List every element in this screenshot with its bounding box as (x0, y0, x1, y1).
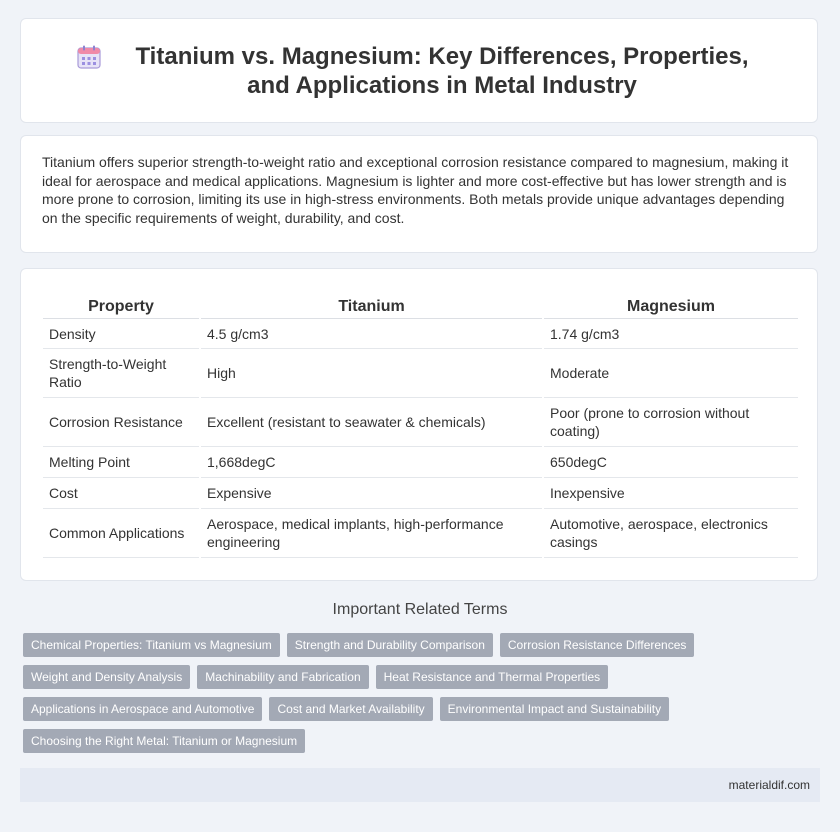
tag-choosing-metal[interactable]: Choosing the Right Metal: Titanium or Magnesium (23, 729, 305, 753)
related-terms-tags (23, 633, 723, 761)
cell-property: Melting Point (43, 447, 199, 478)
page-title: Titanium vs. Magnesium: Key Differences, Properties, and Applications in Metal Industry (135, 42, 749, 99)
tag-cost-market[interactable]: Cost and Market Availability (269, 697, 432, 721)
tag-row (23, 697, 723, 721)
cell-magnesium: Automotive, aerospace, electronics casings (544, 509, 798, 558)
cell-magnesium: 1.74 g/cm3 (544, 319, 798, 349)
table-row (43, 509, 798, 558)
cell-magnesium: Inexpensive (544, 478, 798, 509)
cell-titanium: Aerospace, medical implants, high-performance engineering (201, 509, 542, 558)
tag-row (23, 665, 723, 689)
comparison-table (41, 295, 800, 558)
tag-environmental-impact[interactable]: Environmental Impact and Sustainability (440, 697, 669, 721)
cell-titanium: 1,668degC (201, 447, 542, 478)
cell-titanium: 4.5 g/cm3 (201, 319, 542, 349)
table-row (43, 478, 798, 509)
table-row (43, 319, 798, 349)
table-row (43, 349, 798, 398)
calendar-icon (76, 44, 102, 70)
title-wrap (76, 42, 762, 100)
table-card (20, 268, 818, 581)
table-header-row (43, 295, 798, 319)
cell-titanium: Expensive (201, 478, 542, 509)
cell-property: Corrosion Resistance (43, 398, 199, 447)
footer (20, 768, 820, 802)
intro-card (20, 135, 818, 253)
tag-row (23, 729, 723, 753)
cell-magnesium: 650degC (544, 447, 798, 478)
tag-weight-density[interactable]: Weight and Density Analysis (23, 665, 190, 689)
tag-strength-durability[interactable]: Strength and Durability Comparison (287, 633, 493, 657)
cell-magnesium: Poor (prone to corrosion without coating) (544, 398, 798, 447)
header-property: Property (43, 295, 199, 319)
header-titanium: Titanium (201, 295, 542, 319)
table-row (43, 447, 798, 478)
table-row (43, 398, 798, 447)
related-terms-heading: Important Related Terms (332, 601, 508, 618)
tag-row (23, 633, 723, 657)
tag-corrosion-resistance[interactable]: Corrosion Resistance Differences (500, 633, 695, 657)
tag-chemical-properties[interactable]: Chemical Properties: Titanium vs Magnesium (23, 633, 280, 657)
cell-titanium: High (201, 349, 542, 398)
title-card (20, 18, 818, 123)
cell-property: Common Applications (43, 509, 199, 558)
cell-property: Density (43, 319, 199, 349)
footer-site-link[interactable]: materialdif.com (728, 778, 810, 792)
tag-heat-resistance[interactable]: Heat Resistance and Thermal Properties (376, 665, 609, 689)
header-magnesium: Magnesium (544, 295, 798, 319)
intro-paragraph: Titanium offers superior strength-to-weight ratio and exceptional corrosion resistance compared to magnesium, making it ideal for aerospace and medical applications. Magnesium is lighter and more cost-effective but has lower strength and is more prone to corrosion, limiting its use in high-stress environments. Both metals provide unique advantages depending on the specific requirements of weight, durability, and cost. (42, 154, 789, 226)
tag-applications[interactable]: Applications in Aerospace and Automotive (23, 697, 262, 721)
cell-property: Cost (43, 478, 199, 509)
tag-machinability[interactable]: Machinability and Fabrication (197, 665, 368, 689)
cell-magnesium: Moderate (544, 349, 798, 398)
cell-property: Strength-to-Weight Ratio (43, 349, 199, 398)
cell-titanium: Excellent (resistant to seawater & chemicals) (201, 398, 542, 447)
